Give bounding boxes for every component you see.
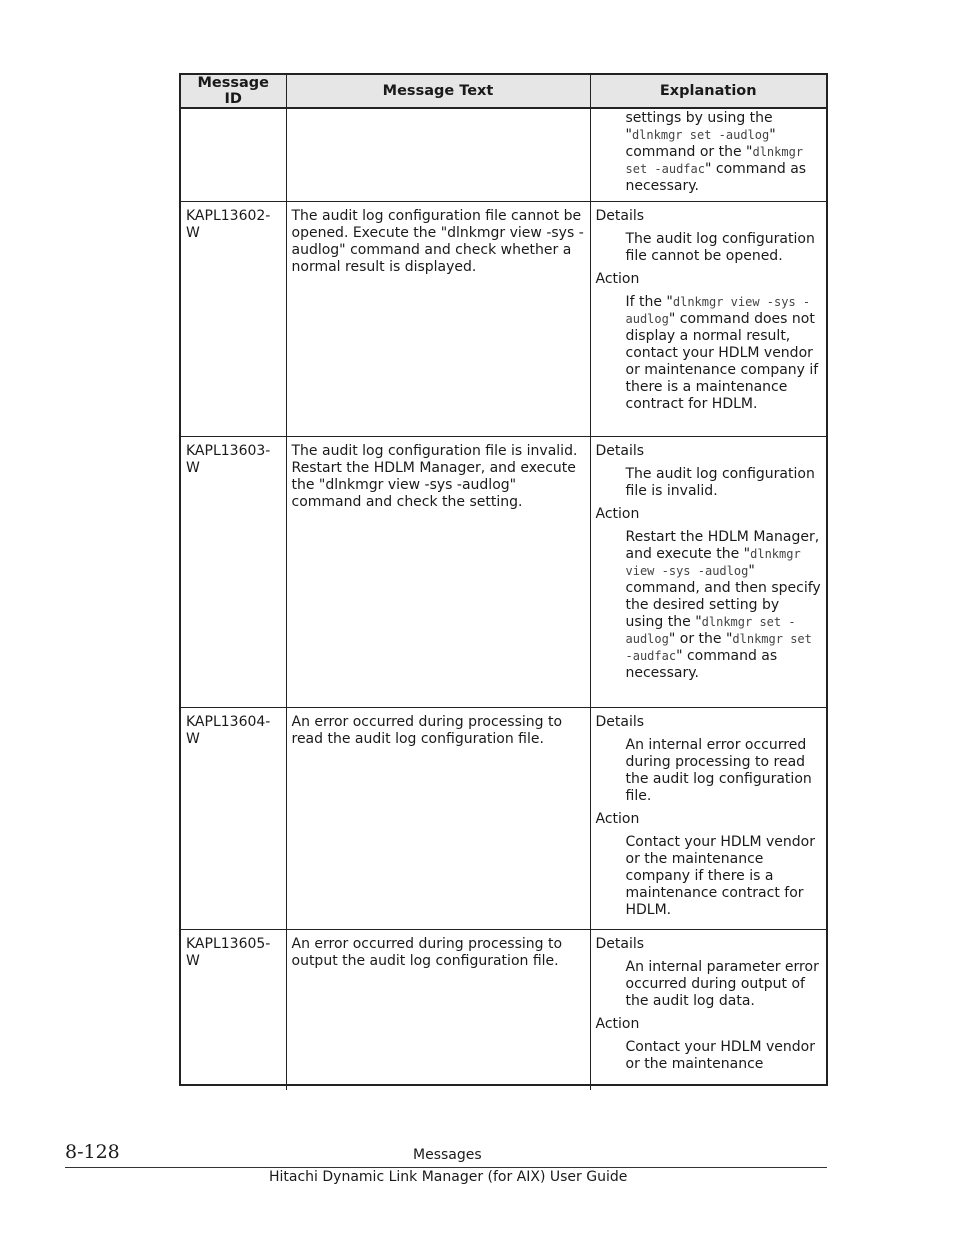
message-id: KAPL13602-W xyxy=(181,202,286,437)
details-label: Details xyxy=(595,208,645,224)
table-row xyxy=(181,202,826,437)
message-text: An error occurred during processing to read the audit log configuration file. xyxy=(286,708,590,930)
action-label: Action xyxy=(595,811,640,827)
action-text: If the "dlnkmgr view -sys -audlog" command does not display a normal result, contact your HDLM vendor or maintenance company if there is a maintenance contract for HDLM. xyxy=(625,294,819,412)
cell-explanation-continued xyxy=(590,108,826,202)
message-text: An error occurred during processing to output the audit log configuration file. xyxy=(286,930,590,1091)
page-number: 8-128 xyxy=(65,1141,120,1163)
action-label: Action xyxy=(595,271,640,287)
message-text: The audit log configuration file is invalid. Restart the HDLM Manager, and execute the "dlnkmgr view -sys -audlog" command and check the setting. xyxy=(286,437,590,708)
details-text: An internal error occurred during processing to read the audit log configuration file. xyxy=(625,737,812,804)
continued-explanation: settings by using the "dlnkmgr set -audlog" command or the "dlnkmgr set -audfac" command as necessary. xyxy=(625,110,807,194)
message-table xyxy=(179,73,828,1086)
footer-guide-title: Hitachi Dynamic Link Manager (for AIX) User Guide xyxy=(269,1169,628,1185)
message-text: The audit log configuration file cannot be opened. Execute the "dlnkmgr view -sys -audlog" command and check whether a normal result is displayed. xyxy=(286,202,590,437)
table-row xyxy=(181,708,826,930)
code-snippet: dlnkmgr set -audfac xyxy=(625,632,812,663)
explanation xyxy=(590,708,826,930)
header-explanation: Explanation xyxy=(590,75,826,108)
details-text: The audit log configuration file is invalid. xyxy=(625,466,815,499)
details-text: The audit log configuration file cannot be opened. xyxy=(625,231,815,264)
explanation xyxy=(590,202,826,437)
code-snippet: dlnkmgr set -audfac xyxy=(625,145,804,176)
code-snippet: dlnkmgr view -sys -audlog xyxy=(625,295,811,326)
message-id: KAPL13605-W xyxy=(181,930,286,1091)
code-snippet: dlnkmgr set -audlog xyxy=(631,128,770,142)
table-row xyxy=(181,930,826,1091)
explanation xyxy=(590,437,826,708)
action-text: Contact your HDLM vendor or the maintenance xyxy=(625,1039,815,1072)
footer-section-title: Messages xyxy=(413,1147,482,1163)
details-text: An internal parameter error occurred during output of the audit log data. xyxy=(625,959,819,1009)
message-id: KAPL13604-W xyxy=(181,708,286,930)
details-label: Details xyxy=(595,936,645,952)
details-label: Details xyxy=(595,714,645,730)
table-row-continued xyxy=(181,108,826,202)
table-row xyxy=(181,437,826,708)
action-label: Action xyxy=(595,1016,640,1032)
code-snippet: dlnkmgr view -sys -audlog xyxy=(625,547,801,578)
footer-divider xyxy=(65,1167,827,1168)
table-header-row xyxy=(181,75,826,108)
cell-empty-id xyxy=(181,108,286,202)
cell-empty-text xyxy=(286,108,590,202)
explanation xyxy=(590,930,826,1091)
header-message-id: Message ID xyxy=(181,75,286,108)
action-text: Restart the HDLM Manager, and execute the "dlnkmgr view -sys -audlog" command, and then specify the desired setting by using the "dlnkmgr set -audlog" or the "dlnkmgr set -audfac" command as necessary. xyxy=(625,529,821,681)
action-label: Action xyxy=(595,506,640,522)
action-text: Contact your HDLM vendor or the maintenance company if there is a maintenance contract for HDLM. xyxy=(625,834,815,918)
header-message-text: Message Text xyxy=(286,75,590,108)
message-id: KAPL13603-W xyxy=(181,437,286,708)
code-snippet: dlnkmgr set -audlog xyxy=(625,615,796,646)
details-label: Details xyxy=(595,443,645,459)
